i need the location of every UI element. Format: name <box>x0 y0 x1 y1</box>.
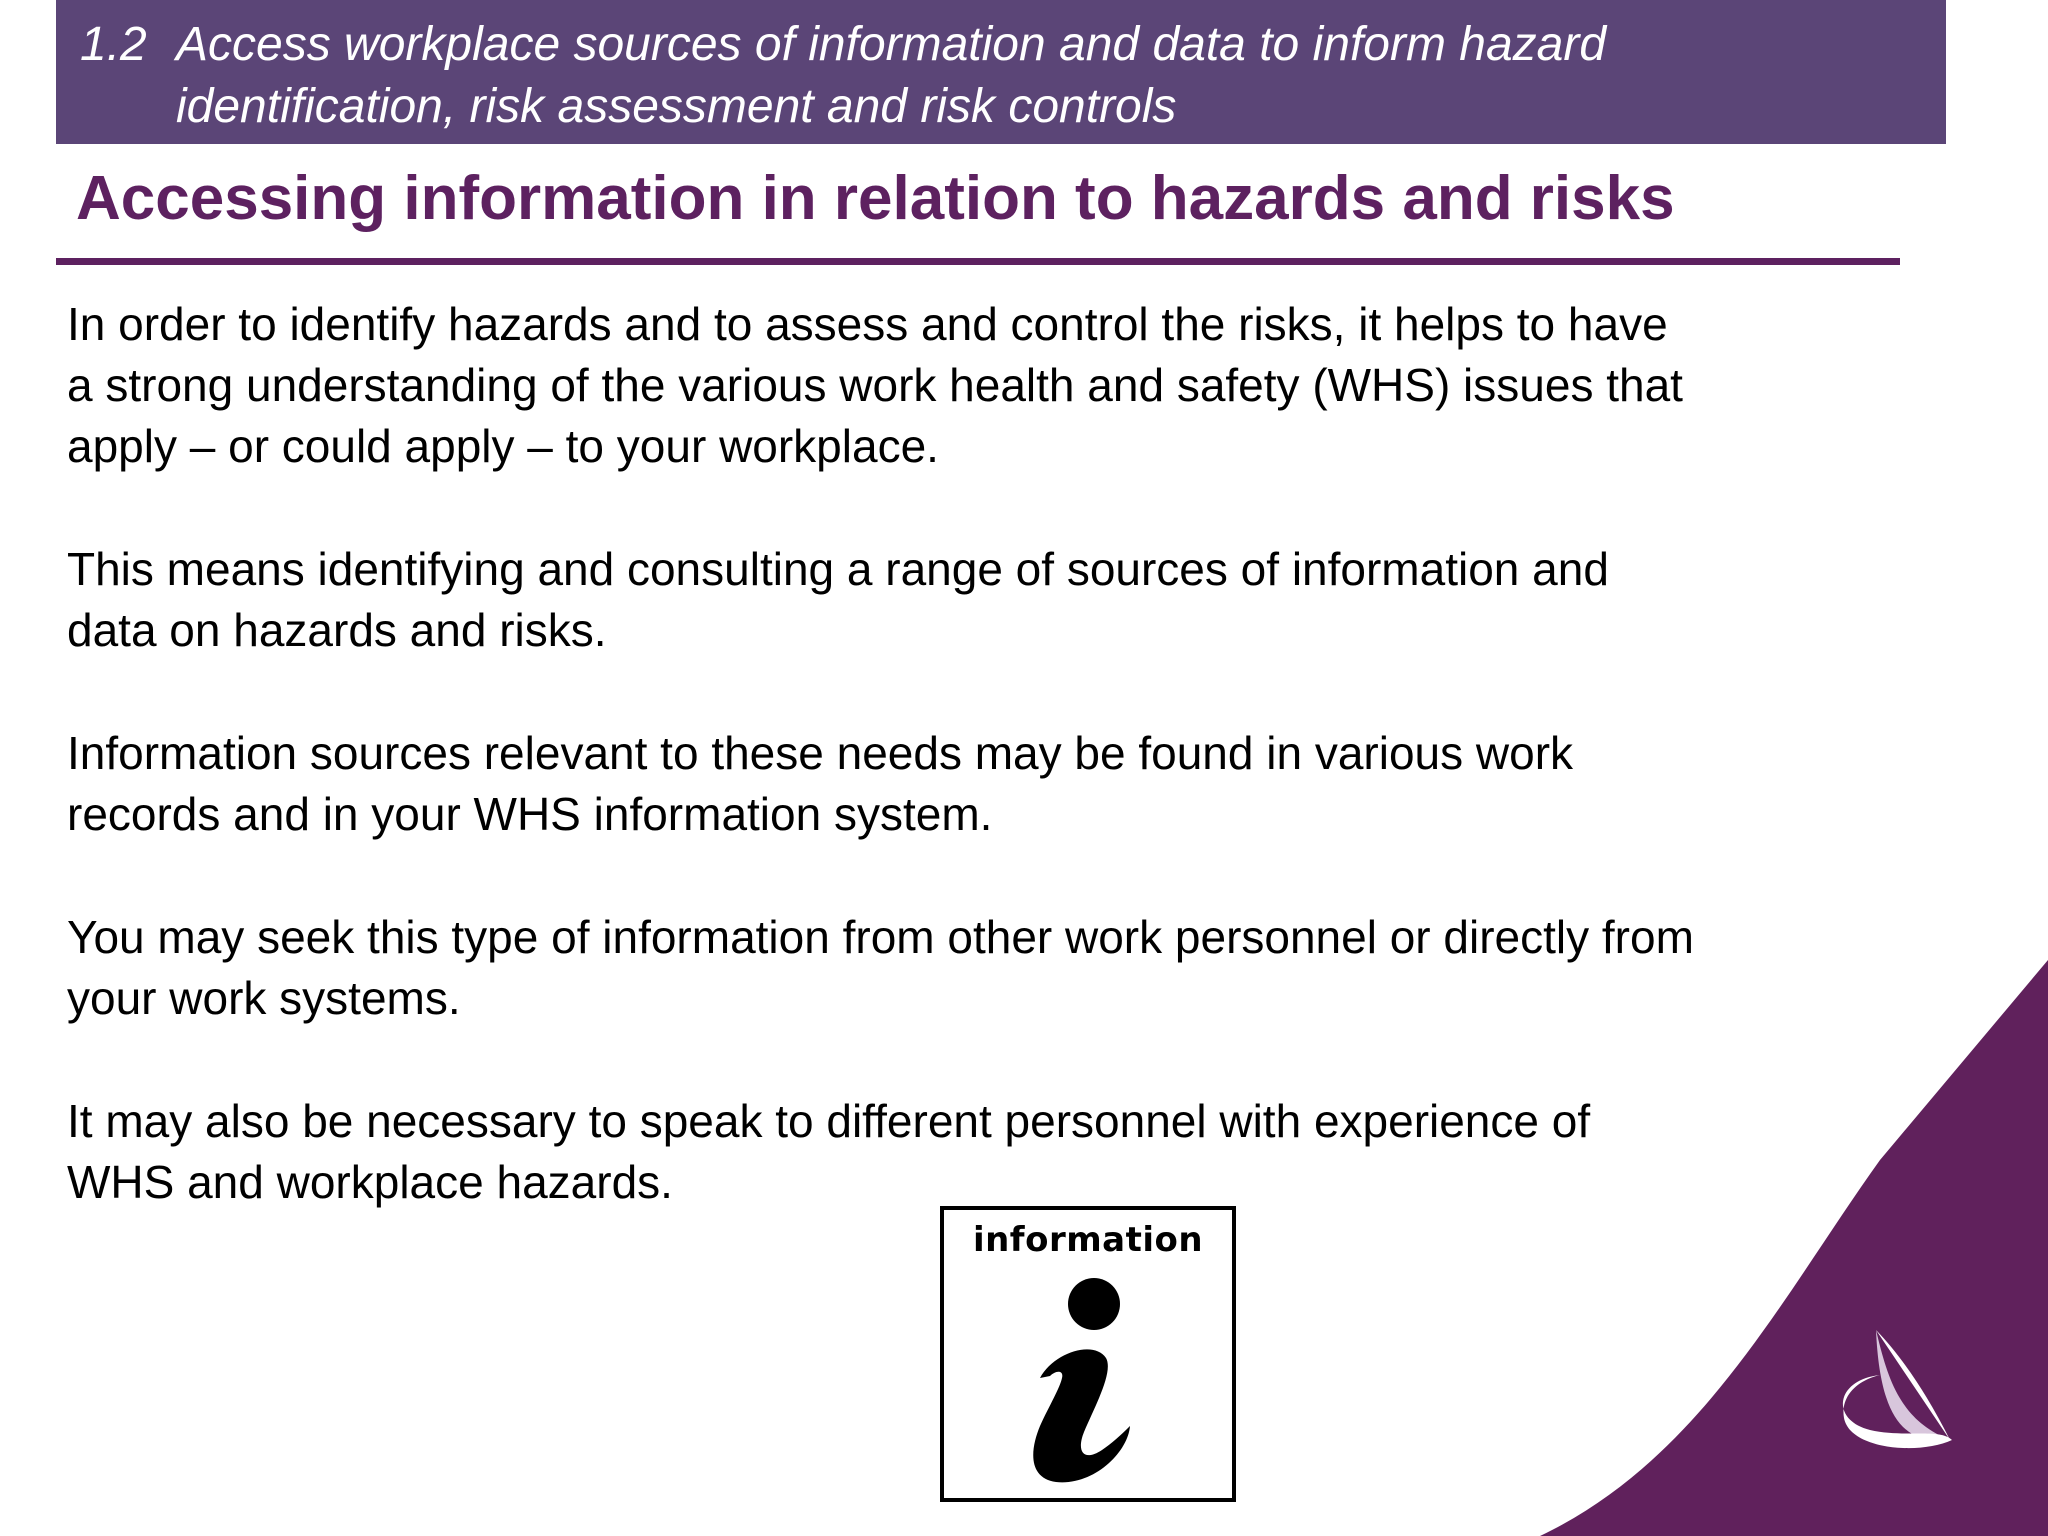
paragraph-line: This means identifying and consulting a range of sources of information and <box>67 543 1609 595</box>
section-title-line2: identification, risk assessment and risk controls <box>176 80 1177 133</box>
paragraph-line: Information sources relevant to these needs may be found in various work <box>67 727 1574 779</box>
paragraph-line: It may also be necessary to speak to different personnel with experience of <box>67 1095 1591 1147</box>
section-number: 1.2 <box>80 18 147 71</box>
body-content <box>67 294 1907 1275</box>
paragraph-line: data on hazards and risks. <box>67 604 607 656</box>
paragraph-line: records and in your WHS information system. <box>67 788 993 840</box>
paragraph-line: In order to identify hazards and to assess and control the risks, it helps to have <box>67 298 1668 350</box>
paragraph-3 <box>67 723 1907 845</box>
paragraph-line: a strong understanding of the various work health and safety (WHS) issues that <box>67 359 1683 411</box>
section-header <box>80 14 1920 138</box>
paragraph-line: your work systems. <box>67 972 461 1024</box>
paragraph-line: You may seek this type of information from other work personnel or directly from <box>67 911 1694 963</box>
section-title-line1: Access workplace sources of information and data to inform hazard <box>176 18 1607 71</box>
title-divider <box>56 258 1900 265</box>
information-i-icon <box>944 1210 1240 1506</box>
paragraph-4 <box>67 907 1907 1029</box>
information-sign-label: information <box>972 1220 1204 1260</box>
information-sign <box>940 1206 1236 1502</box>
page-title: Accessing information in relation to hazards and risks <box>76 164 1675 233</box>
paragraph-2 <box>67 539 1907 661</box>
paragraph-5 <box>67 1091 1907 1213</box>
paragraph-1 <box>67 294 1907 477</box>
paragraph-line: WHS and workplace hazards. <box>67 1156 673 1208</box>
paragraph-line: apply – or could apply – to your workplace. <box>67 420 939 472</box>
